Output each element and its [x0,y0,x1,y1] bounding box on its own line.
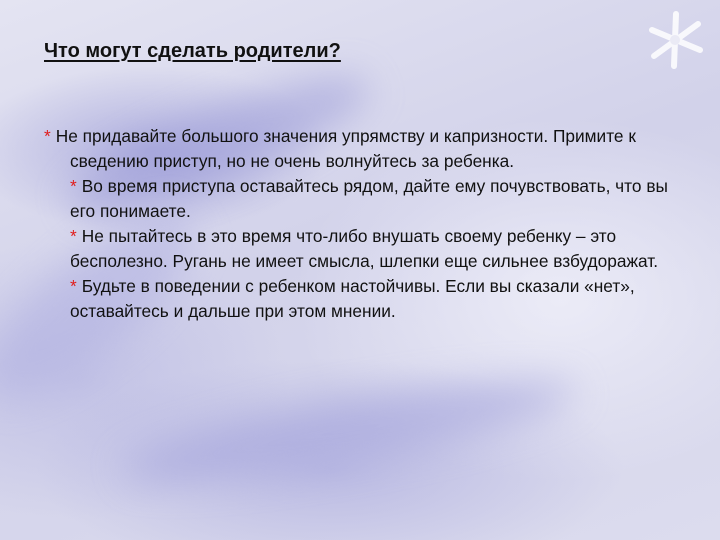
bullet-marker: * [70,226,77,246]
bullet-marker: * [70,176,77,196]
bullet-marker: * [70,276,77,296]
bullet-paragraph [44,174,694,224]
slide-title: Что могут сделать родители? [44,40,341,62]
background-streak [118,361,581,500]
paragraph-text: Будьте в поведении с ребенком настойчивы. Если вы сказали «нет», оставайтесь и дальше при этом мнении. [70,276,635,321]
slide-body [44,124,694,324]
paragraph-text: Не пытайтесь в это время что-либо внушать своему ребенку – это бесполезно. Ругань не имеет смысла, шлепки еще сильнее взбудоражат. [70,226,659,271]
bullet-paragraph [44,274,694,324]
paragraph-text: Во время приступа оставайтесь рядом, дайте ему почувствовать, что вы его понимаете. [70,176,668,221]
bullet-paragraph [44,124,694,174]
bullet-paragraph [44,224,694,274]
paragraph-text: Не придавайте большого значения упрямству и капризности. Примите к сведению приступ, но не очень волнуйтесь за ребенка. [55,126,636,171]
asterisk-flower-icon [644,8,708,72]
bullet-marker: * [44,126,51,146]
